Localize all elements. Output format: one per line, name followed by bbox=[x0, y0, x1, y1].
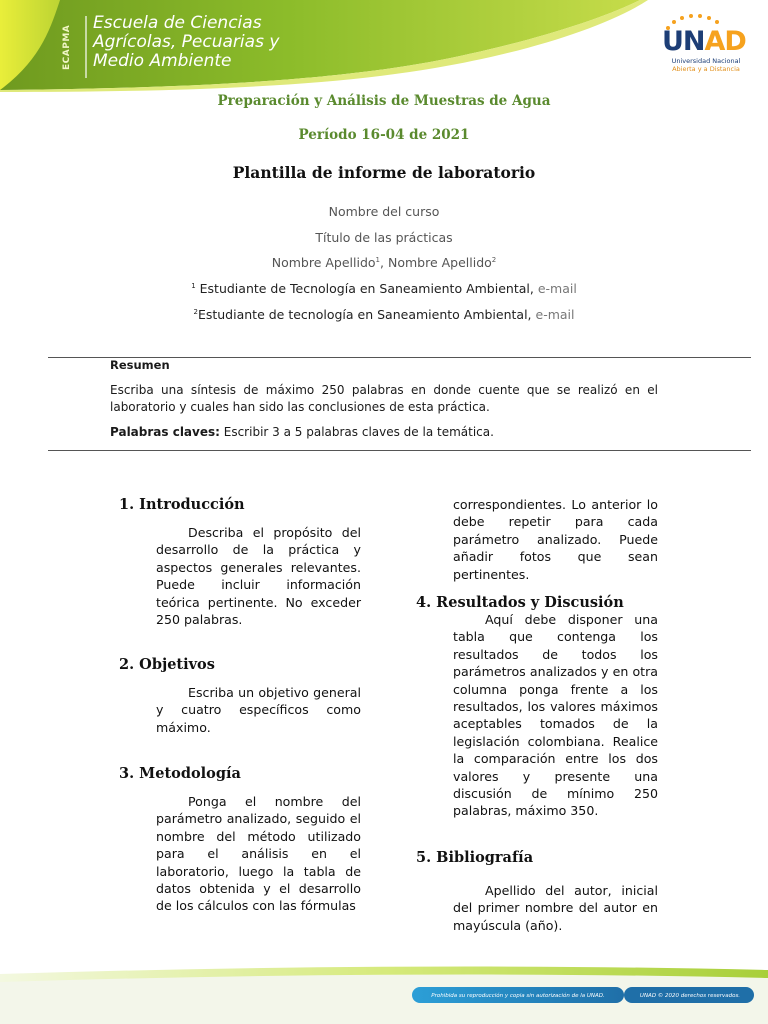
footer-rights: UNAD © 2020 derechos reservados. bbox=[639, 993, 741, 999]
email-1: e-mail bbox=[537, 281, 577, 296]
keywords: Palabras claves: Escribir 3 a 5 palabras claves de la temática. bbox=[110, 425, 494, 439]
section-methodology-text: Ponga el nombre del parámetro analizado, seguido el nombre del método utilizado para el análisis en el laboratorio, luego la tabla de datos obtenida y el desarrollo de los cálculos con las fórmulas bbox=[156, 794, 361, 914]
divider bbox=[48, 450, 751, 451]
section-bibliography-title: 5. Bibliografía bbox=[416, 849, 534, 866]
course-period: Período 16-04 de 2021 bbox=[298, 127, 470, 143]
section-bibliography-text: Apellido del autor, inicial del primer nombre del autor en mayúscula (año). bbox=[453, 883, 658, 933]
section-objectives-title: 2. Objetivos bbox=[119, 656, 215, 673]
section-introduction-title: 1. Introducción bbox=[119, 496, 245, 513]
footer-copyright-notice: Prohibida su reproducción y copia sin autorización de la UNAD. bbox=[431, 993, 605, 999]
course-title: Preparación y Análisis de Muestras de Agua bbox=[217, 93, 551, 109]
template-title: Plantilla de informe de laboratorio bbox=[232, 163, 536, 182]
footer-banner bbox=[0, 960, 768, 1024]
school-name-line: Medio Ambiente bbox=[93, 51, 232, 71]
school-name-line: Escuela de Ciencias bbox=[93, 13, 262, 33]
side-tag: ECAPMA bbox=[62, 24, 72, 70]
course-name: Nombre del curso bbox=[328, 204, 440, 219]
section-objectives-text: Escriba un objetivo general y cuatro específicos como máximo. bbox=[156, 685, 361, 735]
authors: Nombre Apellido$^1$, Nombre Apellido$^2$ bbox=[271, 255, 497, 270]
section-results-text: Aquí debe disponer una tabla que contenga los resultados de todos los parámetros analizados y en otra columna ponga frente a los resultados, los valores máximos aceptables tomados de la legislación colombiana. Realice la comparación entre los dos valores y presente una discusión de mínimo 250 palabras, máximo 350. bbox=[453, 612, 658, 819]
section-methodology-continued: correspondientes. Lo anterior lo debe repetir para cada parámetro analizado. Puede añadir fotos que sean pertinentes. bbox=[453, 497, 658, 582]
section-methodology-title: 3. Metodología bbox=[119, 765, 241, 782]
affiliation-1: $^1$ Estudiante de Tecnología en Saneamiento Ambiental, e-mail bbox=[191, 281, 577, 296]
practice-title: Título de las prácticas bbox=[315, 230, 453, 245]
section-results-title: 4. Resultados y Discusión bbox=[416, 594, 624, 611]
abstract-label: Resumen bbox=[110, 358, 170, 372]
logo-wordmark: UNAD bbox=[662, 26, 746, 57]
school-name-line: Agrícolas, Pecuarias y bbox=[93, 32, 280, 52]
section-introduction-text: Describa el propósito del desarrollo de la práctica y aspectos generales relevantes. Puede incluir información teórica pertinente. No exceder 250 palabras. bbox=[156, 525, 361, 628]
unad-logo bbox=[656, 14, 756, 78]
affiliation-2: $^2$Estudiante de tecnología en Saneamiento Ambiental, e-mail bbox=[193, 307, 575, 322]
logo-subtitle: Universidad Nacional Abierta y a Distancia bbox=[671, 57, 741, 73]
email-2: e-mail bbox=[535, 307, 575, 322]
school-name bbox=[93, 14, 393, 71]
abstract-text: Escriba una síntesis de máximo 250 palabras en donde cuente que se realizó en el laboratorio y cuales han sido las conclusiones de esta práctica. bbox=[110, 383, 658, 414]
